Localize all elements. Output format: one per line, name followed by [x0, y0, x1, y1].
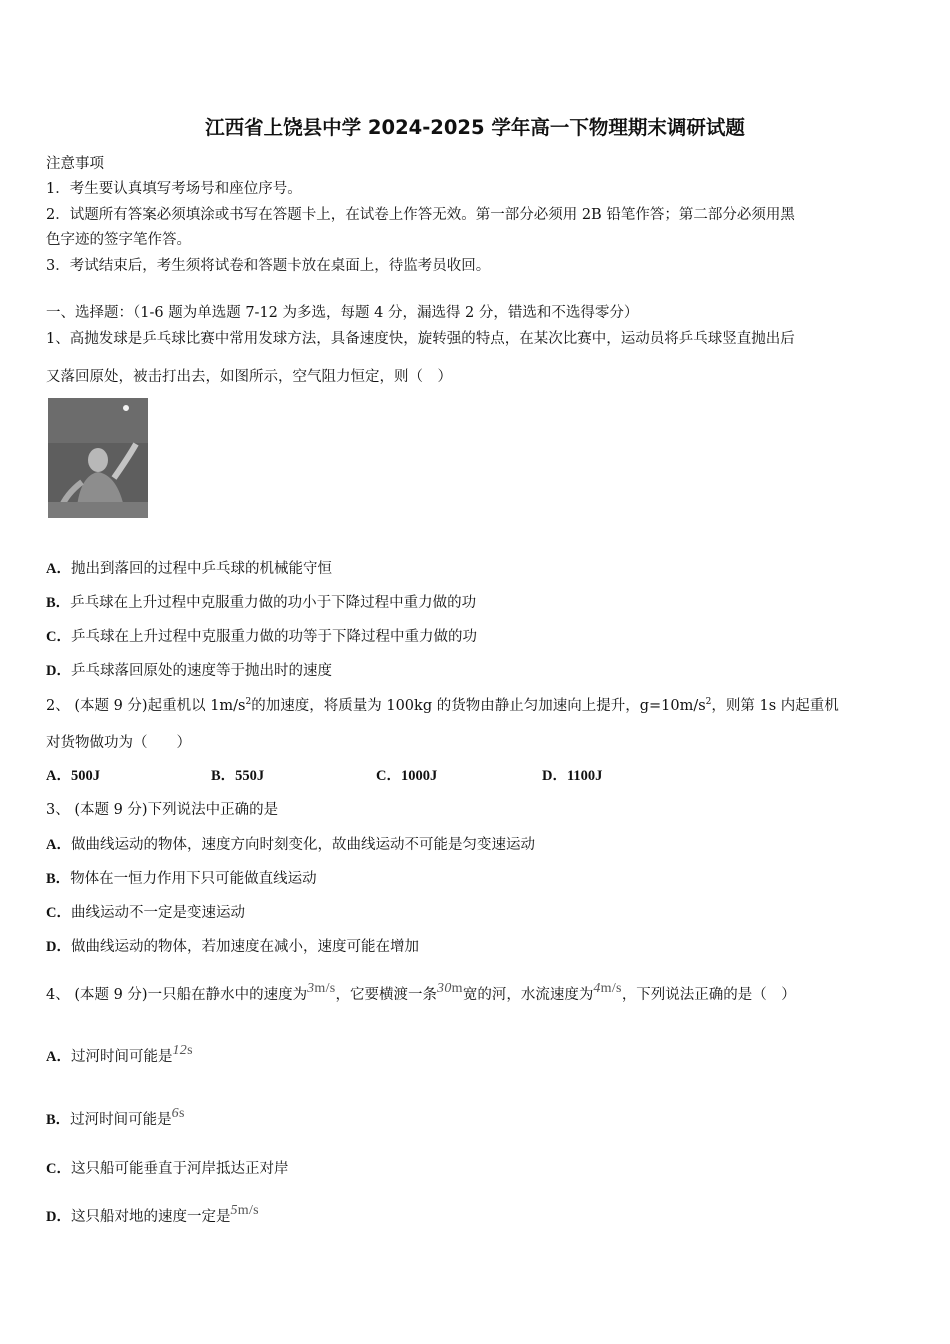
notice-item-2: 2．试题所有答案必须填涂或书写在答题卡上，在试卷上作答无效。第一部分必须用 2B 铅笔作答；第二部分必须用黑 — [46, 207, 795, 223]
page-title: 江西省上饶县中学 2024-2025 学年高一下物理期末调研试题 — [205, 116, 745, 139]
notice-item-1: 1．考生要认真填写考场号和座位序号。 — [46, 181, 302, 197]
notice-heading: 注意事项 — [46, 156, 104, 172]
q4-option-d: D．这只船对地的速度一定是5m/s — [46, 1203, 259, 1225]
q3-option-d: D．做曲线运动的物体，若加速度在减小，速度可能在增加 — [46, 939, 419, 955]
q1-option-b: B．乒乓球在上升过程中克服重力做的功小于下降过程中重力做的功 — [46, 595, 477, 611]
section-heading: 一、选择题：（1-6 题为单选题 7-12 为多选，每题 4 分，漏选得 2 分，错选和不选得零分） — [46, 305, 639, 321]
q4-option-b: B．过河时间可能是6s — [46, 1106, 185, 1128]
q2-option-a: A．500J — [46, 768, 100, 784]
q1-option-a: A．抛出到落回的过程中乒乓球的机械能守恒 — [46, 561, 332, 577]
q4-stem: 4、 (本题 9 分)一只船在静水中的速度为3m/s，它要横渡一条30m宽的河，水流速度为4m/s，下列说法正确的是（ ） — [46, 981, 796, 1003]
q4-option-a: A．过河时间可能是12s — [46, 1043, 193, 1065]
notice-item-3: 3．考试结束后，考生须将试卷和答题卡放在桌面上，待监考员收回。 — [46, 258, 491, 274]
player-figure-image — [48, 398, 148, 518]
q1-option-d: D．乒乓球落回原处的速度等于抛出时的速度 — [46, 663, 332, 679]
q4-river-width: 30m — [437, 981, 463, 996]
q2-option-b: B．550J — [211, 768, 265, 784]
q3-stem: 3、 (本题 9 分)下列说法中正确的是 — [46, 802, 279, 818]
q1-stem-line2: 又落回原处，被击打出去，如图所示，空气阻力恒定，则（ ） — [46, 369, 452, 385]
q2-option-d: D．1100J — [542, 768, 603, 784]
q4-speed-still-water: 3m/s — [307, 981, 336, 996]
q4-current-speed: 4m/s — [593, 981, 622, 996]
q1-stem-line1: 1、高抛发球是乒乓球比赛中常用发球方法，具备速度快，旋转强的特点，在某次比赛中，运动员将乒乓球竖直抛出后 — [46, 331, 795, 347]
q4-option-c: C．这只船可能垂直于河岸抵达正对岸 — [46, 1161, 289, 1177]
q2-stem-line2: 对货物做功为（ ） — [46, 735, 191, 751]
q3-option-a: A．做曲线运动的物体，速度方向时刻变化，故曲线运动不可能是匀变速运动 — [46, 837, 535, 853]
q3-option-b: B．物体在一恒力作用下只可能做直线运动 — [46, 871, 317, 887]
q1-option-c: C．乒乓球在上升过程中克服重力做的功等于下降过程中重力做的功 — [46, 629, 477, 645]
table-tennis-serve-photo — [48, 398, 148, 518]
notice-item-2-cont: 色字迹的签字笔作答。 — [46, 232, 191, 248]
q2-stem-line1: 2、 (本题 9 分)起重机以 $1m/s^2$的加速度，将质量为 100kg 的货物由静止匀加速向上提升，$g=10m/s^2$，则第 1s 内起重机 — [46, 697, 839, 714]
q2-option-c: C．1000J — [376, 768, 438, 784]
q3-option-c: C．曲线运动不一定是变速运动 — [46, 905, 245, 921]
